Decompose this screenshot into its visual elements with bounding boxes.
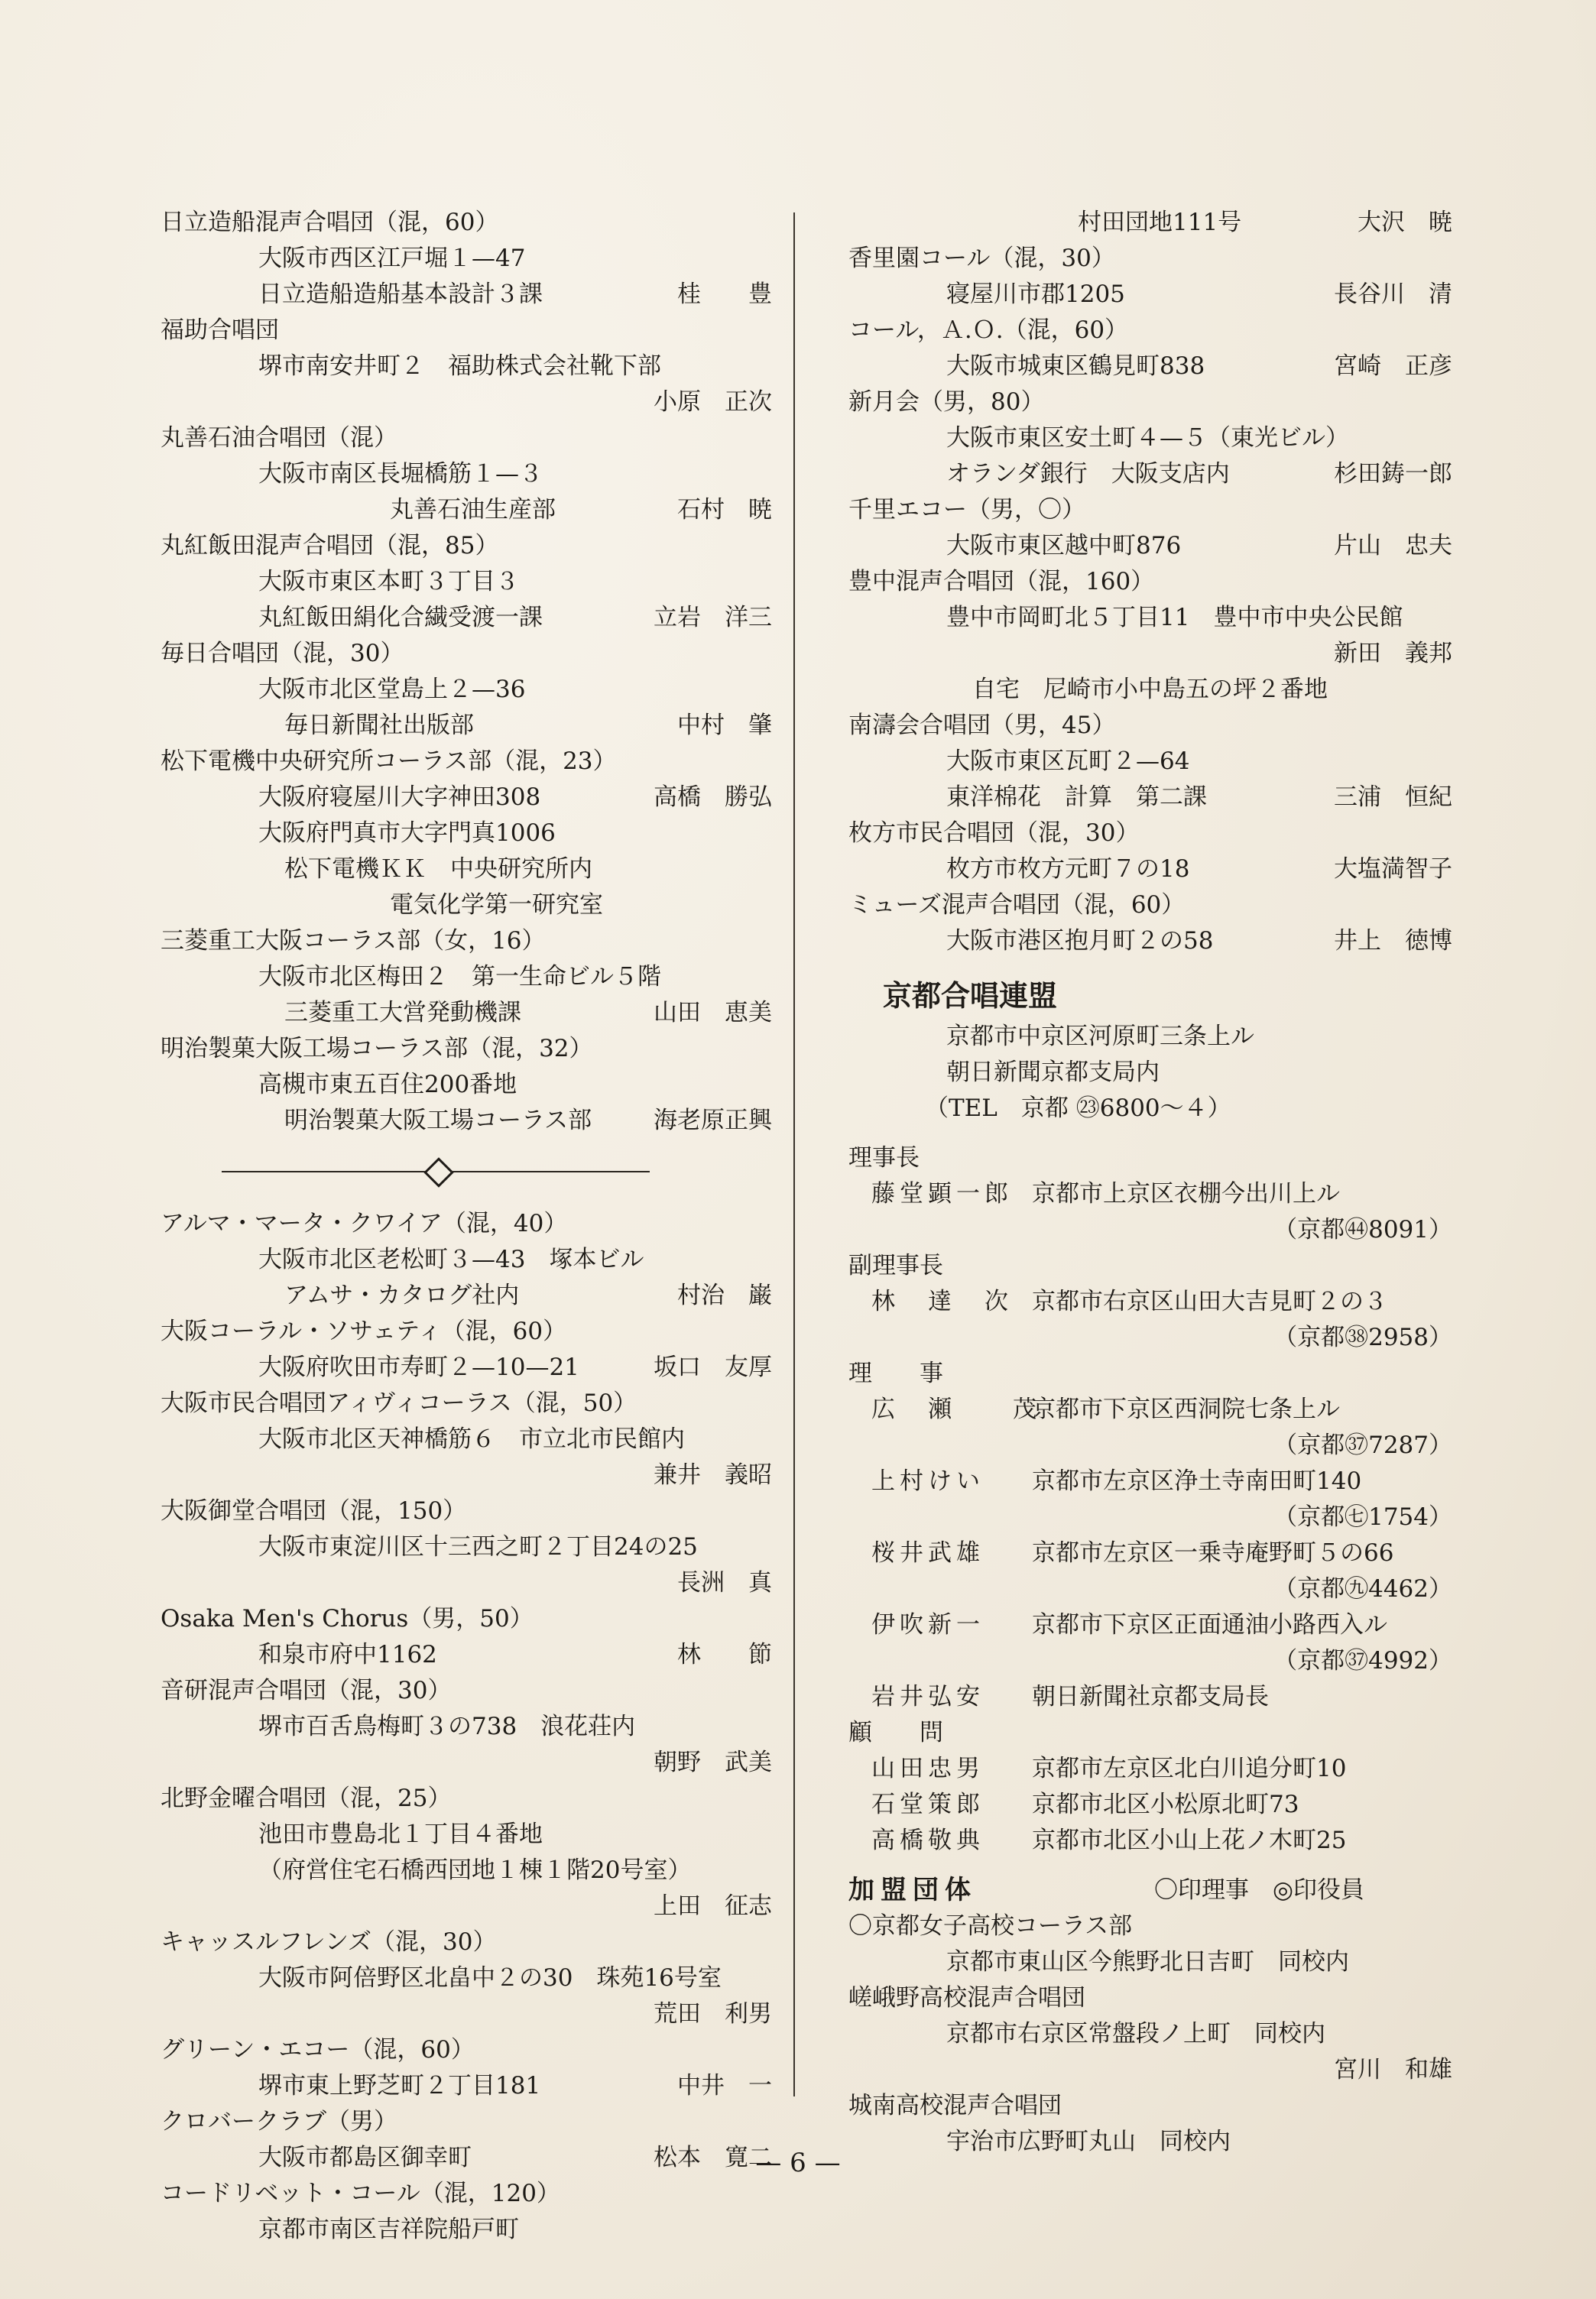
contact-name: 長谷川 清 xyxy=(1334,280,1452,308)
listing-text: 丸紅飯田絹化合繊受渡一課 xyxy=(258,604,543,631)
contact-name: 朝野 武美 xyxy=(654,1749,772,1776)
officer-name: 高橋敬典 xyxy=(871,1827,985,1854)
listing-text: 豊中混声合唱団（混，160） xyxy=(848,568,1155,595)
listing-text: 枚方市民合唱団（混，30） xyxy=(848,819,1140,847)
listing-text: 京都市南区吉祥院船戸町 xyxy=(258,2216,519,2243)
officer-address: 京都市左京区浄土寺南田町140 xyxy=(1032,1467,1362,1495)
listing-line xyxy=(161,816,772,851)
listing-text: 大阪市港区抱月町２の58 xyxy=(946,927,1214,955)
listing-text: 堺市南安井町２ 福助株式会社靴下部 xyxy=(258,352,661,380)
listing-text: 大阪市北区堂島上２—36 xyxy=(258,676,526,703)
listing-line xyxy=(848,241,1452,277)
listing-line xyxy=(848,780,1452,816)
listing-line xyxy=(161,1386,772,1422)
listing-text: 明治製菓大阪工場コーラス部（混，32） xyxy=(161,1035,593,1062)
listing-text: 大阪市民合唱団アィヴィコーラス（混，50） xyxy=(161,1389,637,1417)
member-group-list xyxy=(848,1908,1452,2160)
listing-line xyxy=(161,780,772,816)
listing-text: 枚方市枚方元町７の18 xyxy=(946,855,1190,883)
listing-line xyxy=(161,1601,772,1637)
listing-text: コードリベット・コール（混，120） xyxy=(161,2180,560,2207)
officer-name: 岩井弘安 xyxy=(871,1683,985,1710)
listing-text: 堺市百舌鳥梅町３の738 浪花荘内 xyxy=(258,1713,636,1740)
listing-line xyxy=(161,1637,772,1673)
contact-name: 上田 征志 xyxy=(654,1892,772,1920)
phone-number: （京都㊲7287） xyxy=(1273,1432,1452,1459)
listing-text: 大阪市北区梅田２ 第一生命ビル５階 xyxy=(258,963,661,991)
listing-line xyxy=(848,851,1452,887)
officer-role: 理事長 xyxy=(848,1144,920,1172)
listing-line xyxy=(848,672,1452,708)
listing-text: 寝屋川市郡1205 xyxy=(946,280,1125,308)
listing-line xyxy=(161,2032,772,2068)
listing-text: 和泉市府中1162 xyxy=(258,1641,437,1668)
listing-line xyxy=(848,1944,1452,1980)
listing-text: 大阪市南区長堀橋筋１—３ xyxy=(258,460,543,488)
officer-address: 朝日新聞社京都支局長 xyxy=(1032,1683,1269,1710)
officer-entry xyxy=(848,1392,1452,1428)
listing-line xyxy=(161,1314,772,1350)
listing-line xyxy=(848,349,1452,384)
listing-text: アルマ・マータ・クワイア（混，40） xyxy=(161,1210,568,1237)
listing-line xyxy=(161,528,772,564)
listing-line xyxy=(848,816,1452,851)
officer-name: 上村けい xyxy=(871,1467,985,1495)
federation-address xyxy=(848,1019,1452,1127)
listing-text: 新月会（男，80） xyxy=(848,388,1045,416)
listing-line xyxy=(161,1565,772,1601)
contact-name: 荒田 利男 xyxy=(654,2000,772,2028)
officer-entry xyxy=(848,1679,1452,1715)
listing-line xyxy=(848,1908,1452,1944)
listing-text: 毎日新聞社出版部 xyxy=(284,712,474,739)
listing-line xyxy=(161,1031,772,1067)
listing-line xyxy=(161,564,772,600)
officer-phone xyxy=(848,1643,1452,1679)
listing-line xyxy=(848,384,1452,420)
listing-text: 大阪市東区瓦町２—64 xyxy=(946,747,1190,775)
listing-text: 堺市東上野芝町２丁目181 xyxy=(258,2072,541,2100)
contact-name: 村治 巌 xyxy=(677,1282,772,1309)
officer-name: 石堂策郎 xyxy=(871,1791,985,1818)
officer-address: 京都市下京区西洞院七条上ル xyxy=(1032,1396,1340,1423)
address-line: 朝日新聞京都支局内 xyxy=(946,1059,1160,1086)
left-listing-block-2 xyxy=(161,1206,772,2248)
listing-text: 嵯峨野高校混声合唱団 xyxy=(848,1984,1085,2012)
contact-name: 桂 豊 xyxy=(677,280,772,308)
officer-entry xyxy=(848,1284,1452,1320)
phone-number: （京都㊆1754） xyxy=(1273,1503,1452,1531)
listing-text: 自宅 尼崎市小中島五の坪２番地 xyxy=(972,676,1328,703)
listing-line xyxy=(848,456,1452,492)
officer-address: 京都市左京区北白川追分町10 xyxy=(1032,1755,1347,1782)
listing-text: 大阪市北区老松町３—43 塚本ビル xyxy=(258,1246,644,1273)
listing-line xyxy=(161,1996,772,2032)
officer-role: 顧 問 xyxy=(848,1719,943,1746)
officer-entry xyxy=(848,1176,1452,1212)
contact-name: 大塩満智子 xyxy=(1334,855,1452,883)
listing-line xyxy=(161,923,772,959)
listing-text: 松下電機ＫＫ 中央研究所内 xyxy=(284,855,592,883)
officer-address: 京都市左京区一乗寺庵野町５の66 xyxy=(1032,1539,1394,1567)
listing-text: 大阪コーラル・ソサェティ（混，60） xyxy=(161,1318,567,1345)
listing-text: 松下電機中央研究所コーラス部（混，23） xyxy=(161,747,617,775)
listing-text: グリーン・エコー（混，60） xyxy=(161,2036,475,2064)
listing-line xyxy=(848,2088,1452,2124)
listing-text: アムサ・カタログ社内 xyxy=(284,1282,520,1309)
listing-text: 東洋棉花 計算 第二課 xyxy=(946,783,1207,811)
listing-line xyxy=(161,959,772,995)
listing-text: 明治製菓大阪工場コーラス部 xyxy=(284,1107,592,1134)
listing-text: 村田団地111号 xyxy=(1078,209,1242,236)
listing-line xyxy=(161,851,772,887)
listing-line xyxy=(161,1781,772,1817)
listing-text: 電気化学第一研究室 xyxy=(390,891,603,919)
member-legend: 〇印理事 ◎印役員 xyxy=(1154,1876,1365,1904)
listing-text: 大阪市都島区御幸町 xyxy=(258,2144,472,2171)
listing-text: 北野金曜合唱団（混，25） xyxy=(161,1785,452,1812)
listing-line xyxy=(161,600,772,636)
officer-entry xyxy=(848,1535,1452,1571)
listing-text: 大阪市東淀川区十三西之町２丁目24の25 xyxy=(258,1533,698,1561)
officer-phone xyxy=(848,1500,1452,1535)
officer-address: 京都市右京区山田大吉見町２の３ xyxy=(1032,1288,1387,1315)
listing-line xyxy=(161,1422,772,1458)
listing-text: 大阪市西区江戸堀１—47 xyxy=(258,245,526,272)
listing-text: 大阪市東区越中町876 xyxy=(946,532,1182,559)
officer-phone xyxy=(848,1212,1452,1248)
listing-line xyxy=(161,1529,772,1565)
listing-line xyxy=(161,1493,772,1529)
listing-line xyxy=(161,1673,772,1709)
officer-phone xyxy=(848,1571,1452,1607)
right-listing-block-1 xyxy=(848,205,1452,959)
officer-phone xyxy=(848,1428,1452,1464)
listing-line xyxy=(161,636,772,672)
officer-address: 京都市北区小山上花ノ木町25 xyxy=(1032,1827,1347,1854)
officer-address: 京都市上京区衣棚今出川上ル xyxy=(1032,1180,1340,1208)
listing-line xyxy=(161,1817,772,1853)
listing-line xyxy=(848,205,1452,241)
listing-text: 南濤会合唱団（男，45） xyxy=(848,712,1116,739)
listing-line xyxy=(848,2052,1452,2088)
contact-name: 宮川 和雄 xyxy=(1334,2056,1452,2083)
listing-text: クロバークラブ（男） xyxy=(161,2108,397,2135)
listing-line xyxy=(161,205,772,241)
contact-name: 山田 恵美 xyxy=(654,999,772,1026)
left-column xyxy=(161,205,772,2248)
left-listing-block-1 xyxy=(161,205,772,1139)
contact-name: 松本 寛二 xyxy=(654,2144,772,2171)
contact-name: 井上 徳博 xyxy=(1334,927,1452,955)
officer-entry xyxy=(848,1823,1452,1859)
listing-text: 丸紅飯田混声合唱団（混，85） xyxy=(161,532,499,559)
listing-text: 宇治市広野町丸山 同校内 xyxy=(946,2128,1231,2155)
listing-line xyxy=(161,1350,772,1386)
listing-text: 大阪府吹田市寿町２—10—21 xyxy=(258,1354,579,1381)
officer-address: 京都市下京区正面通油小路西入ル xyxy=(1032,1611,1387,1639)
listing-line xyxy=(848,636,1452,672)
listing-text: 丸善石油合唱団（混） xyxy=(161,424,397,452)
contact-name: 石村 暁 xyxy=(677,496,772,524)
listing-text: ミューズ混声合唱団（混，60） xyxy=(848,891,1186,919)
listing-line xyxy=(161,1103,772,1139)
listing-line xyxy=(161,2212,772,2248)
contact-name: 中村 肇 xyxy=(677,712,772,739)
listing-line xyxy=(161,456,772,492)
listing-line xyxy=(161,995,772,1031)
listing-text: 日立造船造船基本設計３課 xyxy=(258,280,543,308)
listing-text: 大阪市城東区鶴見町838 xyxy=(946,352,1205,380)
listing-text: 音研混声合唱団（混，30） xyxy=(161,1677,452,1704)
listing-line xyxy=(161,1924,772,1960)
contact-name: 三浦 恒紀 xyxy=(1334,783,1452,811)
member-groups-title: 加盟団体 xyxy=(848,1875,977,1905)
officer-address: 京都市北区小松原北町73 xyxy=(1032,1791,1299,1818)
listing-line xyxy=(848,277,1452,313)
listing-line xyxy=(848,1980,1452,2016)
officer-name: 伊吹新一 xyxy=(871,1611,985,1639)
officer-role: 理 事 xyxy=(848,1360,943,1387)
listing-line xyxy=(161,1458,772,1493)
listing-text: 福助合唱団 xyxy=(161,316,279,344)
listing-line xyxy=(161,1745,772,1781)
listing-line xyxy=(161,1960,772,1996)
column-divider xyxy=(793,212,795,2096)
listing-text: （府営住宅石橋西団地１棟１階20号室） xyxy=(258,1856,692,1884)
contact-name: 片山 忠夫 xyxy=(1334,532,1452,559)
listing-line xyxy=(848,708,1452,744)
listing-text: 〇京都女子高校コーラス部 xyxy=(848,1912,1133,1940)
listing-text: 大阪市東区安土町４—５（東光ビル） xyxy=(946,424,1349,452)
contact-name: 坂口 友厚 xyxy=(654,1354,772,1381)
listing-line xyxy=(848,313,1452,349)
listing-text: 香里園コール（混，30） xyxy=(848,245,1115,272)
officer-list xyxy=(848,1140,1452,1859)
federation-title: 京都合唱連盟 xyxy=(883,979,1058,1013)
contact-name: 高橋 勝弘 xyxy=(654,783,772,811)
listing-line xyxy=(848,744,1452,780)
address-line: 京都市中京区河原町三条上ル xyxy=(946,1023,1254,1050)
listing-text: 大阪府門真市大字門真1006 xyxy=(258,819,556,847)
officer-name: 桜井武雄 xyxy=(871,1539,985,1567)
address-line: （TEL 京都 ㉓6800～４） xyxy=(925,1094,1231,1122)
listing-text: 大阪市北区天神橋筋６ 市立北市民館内 xyxy=(258,1425,685,1453)
listing-line xyxy=(848,2016,1452,2052)
listing-line xyxy=(161,1242,772,1278)
listing-text: 城南高校混声合唱団 xyxy=(848,2092,1062,2119)
listing-text: オランダ銀行 大阪支店内 xyxy=(946,460,1230,488)
listing-text: 丸善石油生産部 xyxy=(390,496,556,524)
listing-line xyxy=(848,564,1452,600)
listing-line xyxy=(161,1709,772,1745)
separator-line xyxy=(451,1171,650,1172)
listing-text: 大阪市阿倍野区北畠中２の30 珠苑16号室 xyxy=(258,1964,722,1992)
listing-line xyxy=(161,2068,772,2104)
listing-line xyxy=(161,313,772,349)
phone-number: （京都㊹8091） xyxy=(1273,1216,1452,1244)
listing-line xyxy=(848,923,1452,959)
officer-name: 藤堂顕一郎 xyxy=(871,1180,1013,1208)
officer-phone xyxy=(848,1320,1452,1356)
listing-text: 大阪御堂合唱団（混，150） xyxy=(161,1497,467,1525)
contact-name: 宮崎 正彦 xyxy=(1334,352,1452,380)
phone-number: （京都㊳2958） xyxy=(1273,1324,1452,1351)
listing-text: 毎日合唱団（混，30） xyxy=(161,640,404,667)
member-heading-row xyxy=(848,1873,1452,1908)
listing-line xyxy=(161,1206,772,1242)
listing-text: コール，Ａ.Ｏ.（混，60） xyxy=(848,316,1129,344)
listing-text: 大阪市東区本町３丁目３ xyxy=(258,568,519,595)
listing-text: 京都市右京区常盤段ノ上町 同校内 xyxy=(946,2020,1325,2048)
contact-name: 兼井 義昭 xyxy=(654,1461,772,1489)
officer-name: 林 達 次 xyxy=(871,1288,1013,1315)
listing-line xyxy=(161,1067,772,1103)
listing-text: 高槻市東五百住200番地 xyxy=(258,1071,517,1098)
diamond-ornament-icon xyxy=(423,1157,454,1188)
right-column xyxy=(848,205,1452,2160)
listing-line xyxy=(161,1853,772,1889)
phone-number: （京都㊈4462） xyxy=(1273,1575,1452,1603)
listing-text: 豊中市岡町北５丁目11 豊中市中央公民館 xyxy=(946,604,1403,631)
contact-name: 立岩 洋三 xyxy=(654,604,772,631)
listing-line xyxy=(848,887,1452,923)
listing-line xyxy=(848,528,1452,564)
listing-line xyxy=(848,420,1452,456)
contact-name: 杉田鋳一郎 xyxy=(1334,460,1452,488)
officer-name: 広 瀬 茂 xyxy=(871,1396,1041,1423)
listing-text: 千里エコー（男，〇） xyxy=(848,496,1085,524)
officer-entry xyxy=(848,1464,1452,1500)
listing-text: 池田市豊島北１丁目４番地 xyxy=(258,1821,543,1848)
officer-entry xyxy=(848,1787,1452,1823)
listing-text: Osaka Men's Chorus（男，50） xyxy=(161,1605,534,1633)
page-number: — 6 — xyxy=(755,2148,841,2178)
officer-entry xyxy=(848,1751,1452,1787)
contact-name: 大沢 暁 xyxy=(1358,209,1452,236)
listing-text: 大阪府寝屋川大字神田308 xyxy=(258,783,541,811)
section-separator xyxy=(161,1146,772,1197)
listing-text: 三菱重工大営発動機課 xyxy=(284,999,521,1026)
listing-line xyxy=(161,277,772,313)
phone-number: （京都㊲4992） xyxy=(1273,1647,1452,1675)
contact-name: 林 節 xyxy=(677,1641,772,1668)
listing-line xyxy=(848,600,1452,636)
listing-text: 日立造船混声合唱団（混，60） xyxy=(161,209,499,236)
listing-line xyxy=(161,2176,772,2212)
contact-name: 海老原正興 xyxy=(654,1107,772,1134)
listing-line xyxy=(161,2104,772,2140)
contact-name: 長洲 真 xyxy=(677,1569,772,1597)
listing-line xyxy=(161,708,772,744)
separator-line xyxy=(222,1171,428,1172)
listing-line xyxy=(161,420,772,456)
listing-line xyxy=(161,1278,772,1314)
contact-name: 中井 一 xyxy=(677,2072,772,2100)
listing-line xyxy=(161,1889,772,1924)
contact-name: 小原 正次 xyxy=(654,388,772,416)
listing-line xyxy=(161,349,772,384)
officer-role: 副理事長 xyxy=(848,1252,943,1279)
listing-line xyxy=(161,241,772,277)
officer-entry xyxy=(848,1607,1452,1643)
contact-name: 新田 義邦 xyxy=(1334,640,1452,667)
listing-line xyxy=(161,887,772,923)
listing-line xyxy=(161,744,772,780)
listing-text: キャッスルフレンズ（混，30） xyxy=(161,1928,497,1956)
listing-line xyxy=(161,384,772,420)
officer-name: 山田忠男 xyxy=(871,1755,985,1782)
listing-line xyxy=(161,672,772,708)
listing-text: 三菱重工大阪コーラス部（女，16） xyxy=(161,927,546,955)
listing-line xyxy=(161,492,772,528)
listing-line xyxy=(848,492,1452,528)
listing-text: 京都市東山区今熊野北日吉町 同校内 xyxy=(946,1948,1349,1976)
